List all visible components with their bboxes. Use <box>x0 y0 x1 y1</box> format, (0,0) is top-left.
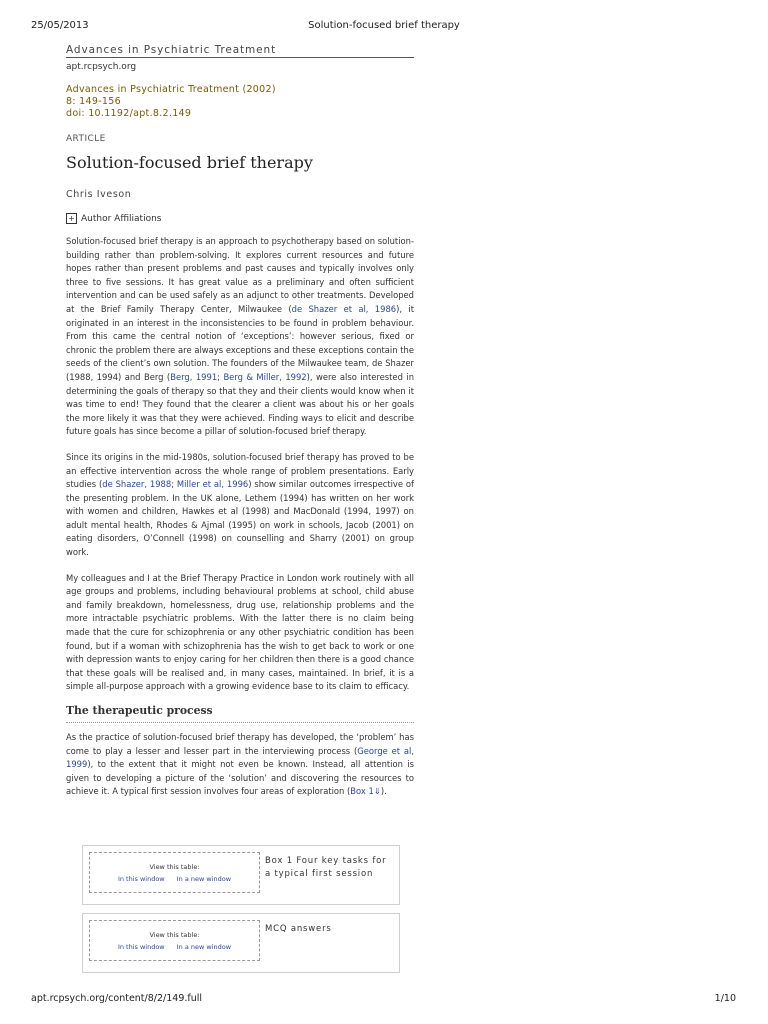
table-box <box>82 913 400 973</box>
article-author: Chris Iveson <box>66 189 132 200</box>
view-table-panel <box>89 920 260 961</box>
article-content <box>66 44 414 807</box>
citation-link[interactable]: ⇓ <box>373 786 381 797</box>
body-paragraph: As the practice of solution-focused brief therapy has developed, the ‘problem’ has come to play a lesser and lesser part in the interviewing process (George et al, 1999), to the extent that it might not even be known. Instead, all attention is given to developing a picture of the ‘solution’ and discovering the resources to achieve it. A typical first session involves four areas of exploration (Box 1⇓). <box>66 732 414 797</box>
section-heading: The therapeutic process <box>66 704 414 723</box>
citation-volume-pages: 8: 149-156 <box>66 96 121 107</box>
print-footer-url: apt.rcpsych.org/content/8/2/149.full <box>31 993 203 1004</box>
citation-link[interactable]: Berg & Miller, 1992 <box>223 371 307 382</box>
citation-link[interactable]: Berg, 1991 <box>170 371 218 382</box>
journal-url[interactable]: apt.rcpsych.org <box>66 62 137 72</box>
body-paragraph: Since its origins in the mid-1980s, solution-focused brief therapy has proved to be an effective intervention across the whole range of problem presentations. Early studies (de Shazer, 1988; Miller et al, 1996) show similar outcomes irrespective of the presenting problem. In the UK alone, Lethem (1994) has written on her work with women and children, Hawkes et al (1998) and MacDonald (1994, 1997) on adult mental health, Rhodes & Ajmal (1995) on work in schools, Jacob (2001) on eating disorders, O’Connell (1998) on counselling and Sharry (2001) on group work. <box>66 451 414 558</box>
article-title: Solution-focused brief therapy <box>66 153 313 172</box>
citation-journal-year: Advances in Psychiatric Treatment (2002) <box>66 84 276 95</box>
view-in-new-window-link[interactable]: In a new window <box>176 875 232 883</box>
citation-link[interactable]: de Shazer et al, 1986 <box>291 303 397 314</box>
table-box <box>82 845 400 905</box>
article-type: ARTICLE <box>66 134 106 144</box>
author-affiliations-label[interactable]: Author Affiliations <box>81 213 162 224</box>
citation-link[interactable]: Box 1 <box>350 786 374 797</box>
view-table-panel <box>89 852 260 893</box>
view-table-label: View this table: <box>149 931 200 939</box>
body-paragraph: Solution-focused brief therapy is an approach to psychotherapy based on solution-building rather than problem-solving. It explores current resources and future hopes rather than present problems and past causes and typically involves only three to five sessions. It has great value as a preliminary and often sufficient intervention and can be used safely as an adjunct to other treatments. Developed at the Brief Family Therapy Center, Milwaukee (de Shazer et al, 1986), it originated in an interest in the inconsistencies to be found in problem behaviour. From this came the central notion of ‘exceptions’: however serious, fixed or chronic the problem there are always exceptions and these exceptions contain the seeds of the client’s own solution. The founders of the Milwaukee team, de Shazer (1988, 1994) and Berg (Berg, 1991; Berg & Miller, 1992), were also interested in determining the goals of therapy so that they and their clients would know when it was time to end! They found that the clearer a client was about his or her goals the more likely it was that they were achieved. Finding ways to elicit and describe future goals has since become a pillar of solution-focused brief therapy. <box>66 236 415 437</box>
author-affiliations-toggle[interactable] <box>66 213 414 224</box>
journal-name[interactable]: Advances in Psychiatric Treatment <box>66 44 414 58</box>
view-table-links <box>90 875 259 883</box>
citation-link[interactable]: Miller et al, 1996 <box>176 479 249 490</box>
expand-icon[interactable]: + <box>66 213 77 224</box>
view-table-links <box>90 943 259 951</box>
print-date: 25/05/2013 <box>31 20 89 31</box>
print-page-title: Solution-focused brief therapy <box>308 20 460 31</box>
view-in-new-window-link[interactable]: In a new window <box>176 943 232 951</box>
citation-block <box>66 84 414 120</box>
table-caption: MCQ answers <box>265 924 332 934</box>
view-in-this-window-link[interactable]: In this window <box>117 875 165 883</box>
view-table-label: View this table: <box>149 863 200 871</box>
citation-doi: doi: 10.1192/apt.8.2.149 <box>66 108 192 119</box>
print-page-number: 1/10 <box>714 993 736 1004</box>
view-in-this-window-link[interactable]: In this window <box>117 943 165 951</box>
citation-link[interactable]: de Shazer, 1988 <box>102 479 172 490</box>
table-caption: Box 1 Four key tasks for a typical first session <box>265 856 387 879</box>
body-paragraph: My colleagues and I at the Brief Therapy Practice in London work routinely with all age groups and problems, including behavioural problems at school, child abuse and family breakdown, homelessness, drug use, relationship problems and the more intractable psychiatric problems. With the latter there is no claim being made that the cure for schizophrenia or any other psychiatric condition has been found, but if a woman with schizophrenia has the wish to get back to work or one with depression wants to enjoy caring for her children then there is a good chance that these goals will be realised and, in many cases, maintained. In brief, it is a simple all-purpose approach with a growing evidence base to its claim to efficacy. <box>66 572 414 692</box>
citation-link[interactable]: George et al, 1999 <box>66 745 414 770</box>
